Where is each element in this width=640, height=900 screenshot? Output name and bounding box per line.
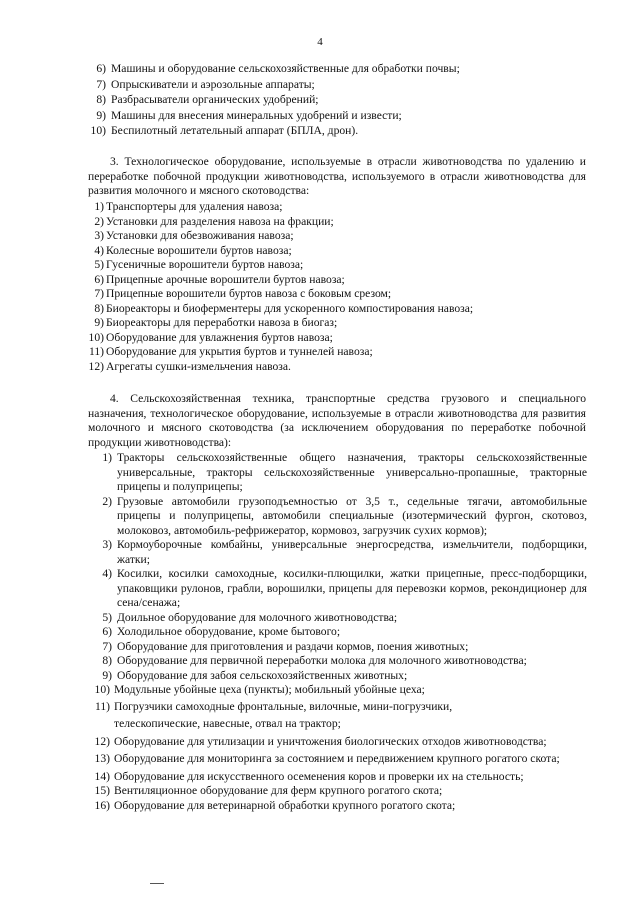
list-item-number: 10) [88, 330, 104, 344]
list-item [0, 345, 640, 360]
list-item-number: 12) [94, 734, 110, 748]
list-item-text: Оборудование для укрытия буртов и туннелей навоза; [106, 345, 373, 358]
list-item [0, 316, 640, 331]
section-4-list [0, 451, 640, 813]
list-item-text: Оборудование для ветеринарной обработки крупного рогатого скота; [114, 798, 456, 812]
list-item-text: Косилки, косилки самоходные, косилки-плющилки, жатки прицепные, пресс-подборщики, упаковщики рулонов, грабли, ворошилки, прицепы для перевозки кормов, рекондиционер для сена/сенажа; [117, 567, 587, 609]
list-item-text: Машины и оборудование сельскохозяйственные для обработки почвы; [111, 62, 460, 75]
list-item [0, 735, 640, 750]
list-item-text: Прицепные арочные ворошители буртов навоза; [106, 272, 345, 286]
list-item [0, 654, 640, 669]
list-item-text: Колесные ворошители буртов навоза; [106, 243, 292, 257]
list-item [0, 273, 640, 288]
list-item-text: Биореакторы и биоферментеры для ускоренного компостирования навоза; [106, 301, 474, 315]
list-item-number: 4) [102, 567, 112, 580]
list-item [0, 752, 640, 767]
list-item [0, 567, 640, 611]
list-item-text: Оборудование для мониторинга за состоянием и передвижением крупного рогатого скота; [114, 752, 560, 765]
list-item [0, 287, 640, 302]
list-item-number: 3) [94, 229, 104, 242]
list-item-number: 1) [102, 451, 112, 464]
section-4-heading: 4. Сельскохозяйственная техника, транспортные средства грузового и специального назначения, технологическое оборудование, используемые в отрасли животноводства для развития молочного и мясного скотоводства (за исключением оборудования по переработке побочной продукции животноводства): [88, 392, 586, 449]
list-item [0, 669, 640, 684]
list-item-text: Оборудование для забоя сельскохозяйственных животных; [117, 668, 408, 682]
list-item-number: 5) [102, 610, 112, 624]
list-item-text: Прицепные ворошители буртов навоза с боковым срезом; [106, 287, 392, 300]
list-item [0, 93, 640, 109]
list-item-number: 13) [94, 752, 110, 765]
list-item-text: Разбрасыватели органических удобрений; [111, 93, 319, 106]
list-item [0, 244, 640, 259]
list-item-number: 7) [102, 639, 112, 653]
list-item-text: Установки для обезвоживания навоза; [106, 229, 294, 242]
list-item-number: 10) [94, 683, 110, 696]
list-item-text: Машины для внесения минеральных удобрений и извести; [111, 108, 402, 122]
list-item-number: 9) [102, 668, 112, 682]
list-item-text: Оборудование для первичной переработки молока для молочного животноводства; [117, 654, 527, 667]
list-item [0, 62, 640, 78]
list-item-number: 12) [88, 359, 104, 373]
list-item-text: Оборудование для утилизации и уничтожения биологических отходов животноводства; [114, 734, 547, 748]
list-item-number: 10) [90, 124, 106, 137]
list-item-number: 2) [102, 494, 112, 508]
list-item [0, 78, 640, 94]
list-item-number: 2) [94, 214, 104, 228]
list-item [0, 215, 640, 230]
list-item-number: 4) [94, 243, 104, 257]
list-item-text: Вентиляционное оборудование для ферм крупного рогатого скота; [114, 784, 443, 797]
footer-mark [150, 883, 164, 884]
section-3-heading: 3. Технологическое оборудование, используемые в отрасли животноводства по удалению и переработке побочной продукции животноводства, используемого в отрасли животноводства для развития молочного и мясного скотоводства: [88, 155, 586, 197]
list-item-number: 6) [96, 62, 106, 75]
list-item [0, 784, 640, 799]
list-item-text: Агрегаты сушки-измельчения навоза. [106, 359, 291, 373]
list-item-number: 8) [96, 93, 106, 106]
list-item [0, 625, 640, 640]
list-item-text: Гусеничные ворошители буртов навоза; [106, 258, 304, 271]
list-item-text: Оборудование для приготовления и раздачи кормов, поения животных; [117, 639, 469, 653]
list-item-text: Биореакторы для переработки навоза в биогаз; [106, 316, 338, 329]
list-item-number: 8) [94, 301, 104, 315]
list-item-text: Грузовые автомобили грузоподъемностью от 3,5 т., седельные тягачи, автомобильные прицепы и полуприцепы, автомобили специальные (изотермический фургон, скотовоз, молоковоз, автомобиль-рефрижератор, кормовоз, загрузчик сухих кормов); [117, 494, 587, 537]
list-item [0, 109, 640, 125]
list-item-number: 11) [88, 345, 104, 358]
list-item-text: Кормоуборочные комбайны, универсальные энергосредства, измельчители, подборщики, жатки; [117, 538, 587, 566]
list-item-text: Тракторы сельскохозяйственные общего назначения, тракторы сельскохозяйственные универсальные, тракторы сельскохозяйственные универсально-пропашные, тракторные прицепы и полуприцепы; [117, 451, 587, 493]
list-item-number: 7) [96, 77, 106, 91]
list-item-text: Опрыскиватели и аэрозольные аппараты; [111, 77, 315, 91]
list-item-text: Беспилотный летательный аппарат (БПЛА, дрон). [111, 124, 359, 137]
list-item-number: 5) [94, 258, 104, 271]
list-item-number: 11) [94, 699, 110, 713]
list-item-text: Транспортеры для удаления навоза; [106, 200, 283, 213]
list-item [0, 258, 640, 273]
list-item [0, 302, 640, 317]
list-item [0, 229, 640, 244]
list-item [0, 360, 640, 375]
list-item-number: 14) [94, 769, 110, 783]
list-item [0, 611, 640, 626]
list-item [0, 683, 640, 698]
list-item-number: 3) [102, 538, 112, 551]
page-number: 4 [317, 36, 323, 48]
list-item [0, 770, 640, 785]
list-item [0, 451, 640, 495]
list-item-number: 8) [102, 654, 112, 667]
list-item [0, 640, 640, 655]
list-item [0, 124, 640, 140]
list-item-text: Оборудование для искусственного осеменения коров и проверки их на стельность; [114, 769, 524, 783]
list-item [0, 698, 640, 732]
list-item [0, 538, 640, 567]
list-item [0, 799, 640, 814]
list-item-text: Доильное оборудование для молочного животноводства; [117, 610, 398, 624]
list-item-number: 9) [94, 316, 104, 329]
list-item [0, 331, 640, 346]
list-item-text: Холодильное оборудование, кроме бытового; [117, 625, 341, 638]
list-item-text: Установки для разделения навоза на фракции; [106, 214, 334, 228]
equipment-list-continued [0, 62, 640, 140]
list-item-number: 6) [102, 625, 112, 638]
list-item-text: Модульные убойные цеха (пункты); мобильный убойные цеха; [114, 683, 425, 696]
list-item-number: 15) [94, 784, 110, 797]
list-item-number: 6) [94, 272, 104, 286]
list-item-number: 1) [94, 200, 104, 213]
list-item [0, 495, 640, 539]
list-item-number: 7) [94, 287, 104, 300]
list-item [0, 200, 640, 215]
list-item-number: 16) [94, 798, 110, 812]
section-3-list [0, 200, 640, 374]
list-item-text: Погрузчики самоходные фронтальные, вилочные, мини-погрузчики, телескопические, навесные, отвал на трактор; [114, 699, 453, 730]
list-item-text: Оборудование для увлажнения буртов навоза; [106, 330, 333, 344]
list-item-number: 9) [96, 108, 106, 122]
